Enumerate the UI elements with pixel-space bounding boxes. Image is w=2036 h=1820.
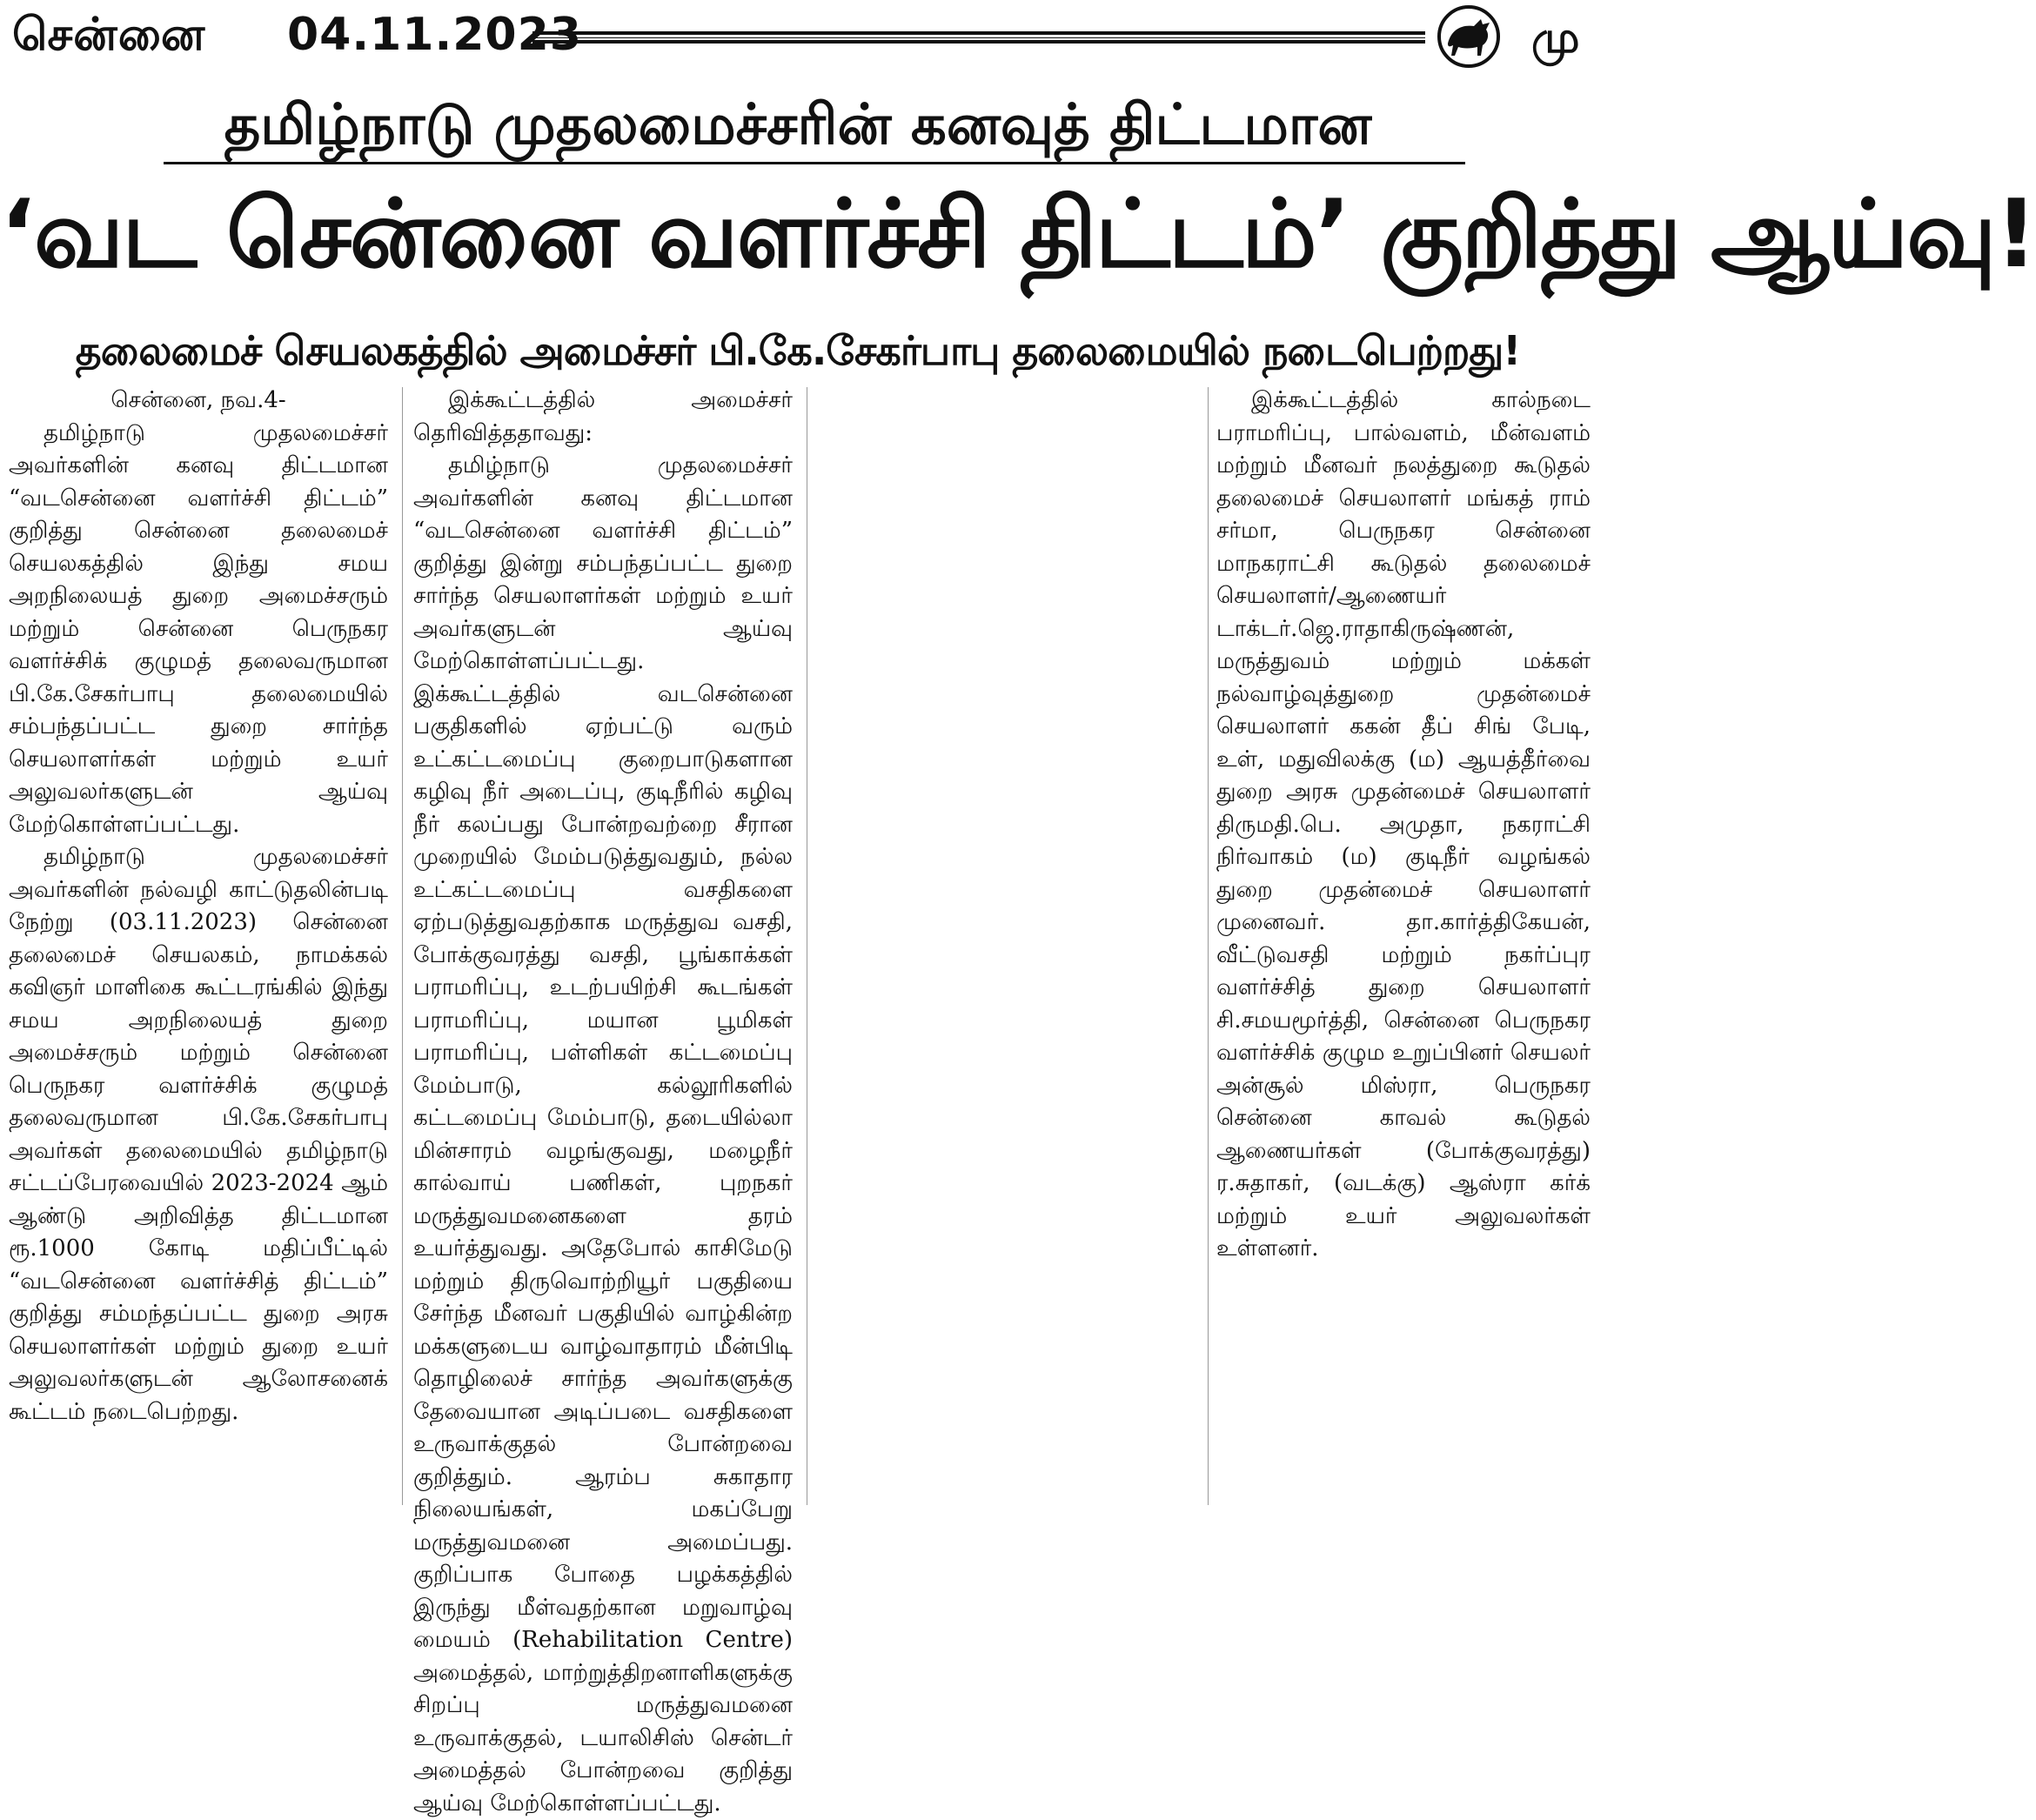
column-divider	[1208, 387, 1209, 1505]
article-kicker: தமிழ்நாடு முதலமைச்சரின் கனவுத் திட்டமான	[224, 93, 1372, 157]
article-paragraph: தமிழ்நாடு முதலமைச்சர் அவர்களின் கனவு திட்டமான “வடசென்னை வளர்ச்சி திட்டம்” குறித்து இன்று சம்பந்தப்பட்ட துறை சார்ந்த செயலாளர்கள் மற்றும் உயர் அவர்களுடன் ஆய்வு மேற்கொள்ளப்பட்டது. இக்கூட்டத்தில் வடசென்னை பகுதிகளில் ஏற்பட்டு வரும் உட்கட்டமைப்பு குறைபாடுகளான கழிவு நீர் அடைப்பு, குடிநீரில் கழிவு நீர் கலப்பது போன்றவற்றை சீரான முறையில் மேம்படுத்துவதும், நல்ல உட்கட்டமைப்பு வசதிகளை ஏற்படுத்துவதற்காக மருத்துவ வசதி, போக்குவரத்து வசதி, பூங்காக்கள் பராமரிப்பு, உடற்பயிற்சி கூடங்கள் பராமரிப்பு, மயான பூமிகள் பராமரிப்பு, பள்ளிகள் கட்டமைப்பு மேம்பாடு, கல்லூரிகளில் கட்டமைப்பு மேம்பாடு, தடையில்லா மின்சாரம் வழங்குவது, மழைநீர் கால்வாய் பணிகள், புறநகர் மருத்துவமனைகளை தரம் உயர்த்துவது. அதேபோல் காசிமேடு மற்றும் திருவொற்றியூர் பகுதியை சேர்ந்த மீனவர் பகுதியில் வாழ்கின்ற மக்களுடைய வாழ்வாதாரம் மீன்பிடி தொழிலைச் சார்ந்த அவர்களுக்கு தேவையான அடிப்படை வசதிகளை உருவாக்குதல் போன்றவை குறித்தும். ஆரம்ப சுகாதார நிலையங்கள், மகப்பேறு மருத்துவமனை அமைப்பது. குறிப்பாக போதை பழக்கத்தில் இருந்து மீள்வதற்கான மறுவாழ்வு மையம் (Rehabilitation Centre) அமைத்தல், மாற்றுத்திறனாளிகளுக்கு சிறப்பு மருத்துவமனை உருவாக்குதல், டயாலிசிஸ் சென்டர் அமைத்தல் போன்றவை குறித்து ஆய்வு மேற்கொள்ளப்பட்டது.	[413, 452, 793, 1817]
bull-emblem-icon	[1436, 3, 1502, 70]
article-headline: ‘வட சென்னை வளர்ச்சி திட்டம்’ குறித்து ஆய்வு!	[0, 180, 2036, 289]
masthead-name: மு	[1531, 12, 1580, 63]
masthead	[0, 0, 1596, 87]
article-paragraph: இக்கூட்டத்தில் கால்நடை பராமரிப்பு, பால்வளம், மீன்வளம் மற்றும் மீனவர் நலத்துறை கூடுதல் தலைமைச் செயலாளர் மங்கத் ராம் சர்மா, பெருநகர சென்னை மாநகராட்சி கூடுதல் தலைமைச் செயலாளர்/ஆணையர் டாக்டர்.ஜெ.ராதாகிருஷ்ணன், மருத்துவம் மற்றும் மக்கள் நல்வாழ்வுத்துறை முதன்மைச் செயலாளர் ககன் தீப் சிங் பேடி, உள், மதுவிலக்கு (ம) ஆயத்தீர்வை துறை அரசு முதன்மைச் செயலாளர் திருமதி.பெ. அமுதா, நகராட்சி நிர்வாகம் (ம) குடிநீர் வழங்கல் துறை முதன்மைச் செயலாளர் முனைவர். தா.கார்த்திகேயன், வீட்டுவசதி மற்றும் நகர்ப்புர வளர்ச்சித் துறை செயலாளர் சி.சமயமூர்த்தி, சென்னை பெருநகர வளர்ச்சிக் குழும உறுப்பினர் செயலர் அன்சூல் மிஸ்ரா, பெருநகர சென்னை காவல் கூடுதல் ஆணையர்கள் (போக்குவரத்து) ர.சுதாகர், (வடக்கு) ஆஸ்ரா கர்க் மற்றும் உயர் அலுவலர்கள் உள்ளனர்.	[1216, 387, 1591, 1261]
article-subhead: தலைமைச் செயலகத்தில் அமைச்சர் பி.கே.சேகர்பாபு தலைமையில் நடைபெற்றது!	[75, 327, 1521, 374]
article-paragraph: தமிழ்நாடு முதலமைச்சர் அவர்களின் கனவு திட்டமான “வடசென்னை வளர்ச்சி திட்டம்” குறித்து சென்னை தலைமைச் செயலகத்தில் இந்து சமய அறநிலையத் துறை அமைச்சரும் மற்றும் சென்னை பெருநகர வளர்ச்சிக் குழுமத் தலைவருமான பி.கே.சேகர்பாபு தலைமையில் சம்பந்தப்பட்ட துறை சார்ந்த செயலாளர்கள் மற்றும் உயர் அலுவலர்களுடன் ஆய்வு மேற்கொள்ளப்பட்டது.	[9, 419, 388, 838]
masthead-city: சென்னை	[12, 9, 206, 61]
article-column-3	[818, 385, 1197, 1507]
article-column-1	[9, 385, 388, 1507]
article-paragraph: இக்கூட்டத்தில் அமைச்சர் தெரிவித்ததாவது:	[413, 387, 793, 446]
article-paragraph: தமிழ்நாடு முதலமைச்சர் அவர்களின் நல்வழி காட்டுதலின்படி நேற்று (03.11.2023) சென்னை தலைமைச் செயலகம், நாமக்கல் கவிஞர் மாளிகை கூட்டரங்கில் இந்து சமய அறநிலையத் துறை அமைச்சரும் மற்றும் சென்னை பெருநகர வளர்ச்சிக் குழுமத் தலைவருமான பி.கே.சேகர்பாபு அவர்கள் தலைமையில் தமிழ்நாடு சட்டப்பேரவையில் 2023-2024 ஆம் ஆண்டு அறிவித்த திட்டமான ரூ.1000 கோடி மதிப்பீட்டில் “வடசென்னை வளர்ச்சித் திட்டம்” குறித்து சம்மந்தப்பட்ட துறை அரசு செயலாளர்கள் மற்றும் துறை உயர் அலுவலர்களுடன் ஆலோசனைக் கூட்டம் நடைபெற்றது.	[9, 844, 388, 1425]
article-column-4	[1216, 385, 1591, 1507]
masthead-date: 04.11.2023	[287, 9, 582, 61]
article-dateline: சென்னை, நவ.4-	[111, 387, 286, 413]
masthead-rule	[532, 31, 1425, 43]
column-divider	[402, 387, 403, 1505]
kicker-underline	[164, 162, 1465, 164]
article-column-2	[413, 385, 793, 1817]
